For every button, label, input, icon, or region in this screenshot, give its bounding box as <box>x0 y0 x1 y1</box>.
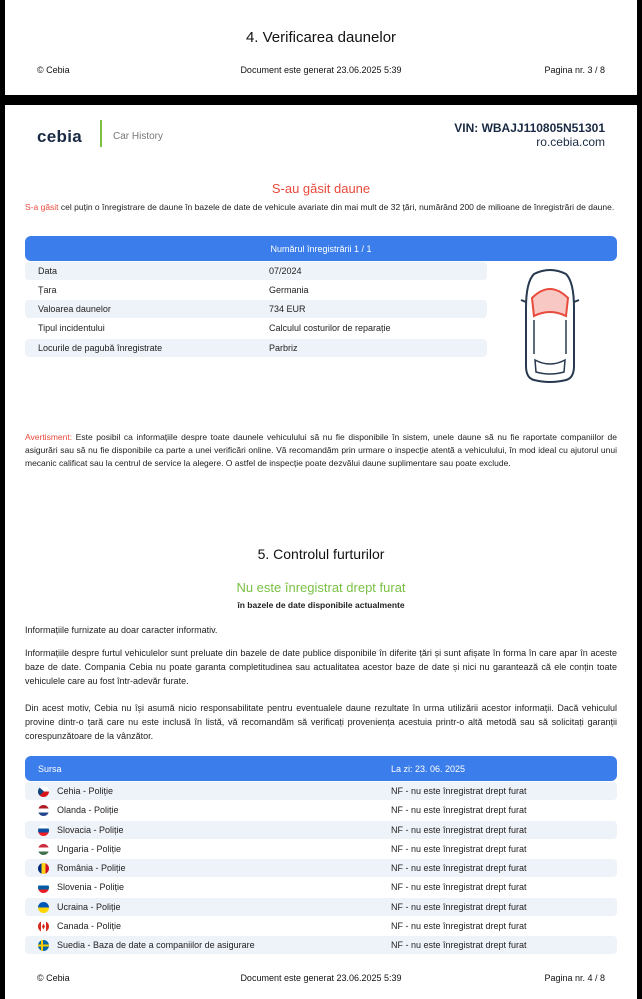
damage-row-label: Țara <box>38 285 57 295</box>
czech-flag-icon <box>38 786 49 797</box>
theft-row <box>25 917 617 935</box>
section-title-damage-check: 4. Verificarea daunelor <box>245 29 397 46</box>
record-header <box>25 236 617 261</box>
theft-row-status: NF - nu este înregistrat drept furat <box>391 921 527 931</box>
theft-row <box>25 878 617 896</box>
theft-info-3: Din acest motiv, Cebia nu își asumă nicio responsabilitate pentru eventualele daune rezultate în urma utilizării acestor informații. Dacă vehiculul provine dintr-o țară care nu este inclusă în listă, vă recomandăm să verificați proveniența acestuia printr-o altă metodă sau să solicitați garanții corespunzătoare de la vânzător. <box>25 703 617 741</box>
damage-row-label: Valoarea daunelor <box>38 304 111 314</box>
theft-row-source: Slovacia - Poliție <box>57 825 124 835</box>
theft-row-source: Ungaria - Poliție <box>57 844 122 854</box>
damage-row <box>25 300 487 318</box>
theft-row-status: NF - nu este înregistrat drept furat <box>391 882 527 892</box>
footer-copyright: © Cebia <box>37 65 70 75</box>
theft-row-status: NF - nu este înregistrat drept furat <box>391 844 527 854</box>
theft-row <box>25 840 617 858</box>
footer-generated: Document este generat 23.06.2025 5:39 <box>240 973 402 983</box>
cebia-logo: cebia <box>37 127 82 146</box>
damage-row <box>25 281 487 299</box>
car-damage-diagram <box>520 268 580 384</box>
logo-divider <box>100 120 102 147</box>
theft-row <box>25 821 617 839</box>
ukraine-flag-icon <box>38 902 49 913</box>
damage-warning <box>25 431 617 470</box>
slovakia-flag-icon <box>38 825 49 836</box>
theft-row-status: NF - nu este înregistrat drept furat <box>391 940 527 950</box>
section-title-theft-check: 5. Controlul furturilor <box>257 546 385 562</box>
windshield-damage <box>532 289 568 316</box>
canada-flag-icon <box>38 921 49 932</box>
theft-row-status: NF - nu este înregistrat drept furat <box>391 805 527 815</box>
theft-info-1: Informațiile furnizate au doar caracter informativ. <box>25 625 218 635</box>
theft-row-source: Olanda - Poliție <box>57 805 119 815</box>
damage-intro-text: cel puțin o înregistrare de daune în bazele de date de vehicule avariate din mai mult de 32 țări, numărând 200 de milioane de înregistrări de daune. <box>58 202 615 212</box>
damage-row-value: 07/2024 <box>269 266 302 276</box>
logo-subtitle: Car History <box>113 131 164 142</box>
hungary-flag-icon <box>38 844 49 855</box>
warning-text: Este posibil ca informațiile despre toate daunele vehiculului să nu fie disponibile în sistem, unele daune să nu fie raportate companiilor de asigurări sau să nu fie disponibile ca parte a unei verificări online. Vă recomandăm prin urmare o inspecție atentă a vehiculului, în mod ideal cu ajutorul unui mecanic calificat sau la centrul de service la alegere. O astfel de inspecție poate dezvălui daune suplimentare sau poate exclude. <box>25 432 617 468</box>
theft-row <box>25 898 617 916</box>
theft-row <box>25 936 617 954</box>
page-3 <box>5 0 637 95</box>
warning-label: Avertisment: <box>25 432 73 442</box>
theft-table-header <box>25 756 617 781</box>
damage-row-value: Parbriz <box>269 343 298 353</box>
theft-status: Nu este înregistrat drept furat <box>236 580 406 595</box>
damage-row-value: Calculul costurilor de reparație <box>269 323 391 333</box>
col-date: La zi: 23. 06. 2025 <box>391 764 466 774</box>
damage-row-label: Tipul incidentului <box>38 323 105 333</box>
record-number: Numărul înregistrării 1 / 1 <box>270 244 372 254</box>
theft-info-2: Informațiile despre furtul vehiculelor sunt preluate din bazele de date publice disponibile în diferite țări și sunt afișate în forma în care apar în aceste baze de date. Compania Cebia nu poate garanta completitudinea sau actualitatea acestor baze de date și nici nu garantează că ele conțin toate vehiculele care au fost într-adevăr furate. <box>25 648 617 686</box>
theft-row-status: NF - nu este înregistrat drept furat <box>391 863 527 873</box>
theft-status-sub: în bazele de date disponibile actualmente <box>237 600 405 610</box>
theft-row-source: Canada - Poliție <box>57 921 122 931</box>
theft-row <box>25 782 617 800</box>
theft-row-source: Suedia - Baza de date a companiilor de asigurare <box>57 940 255 950</box>
damage-row-label: Locurile de pagubă înregistrate <box>38 343 163 353</box>
damage-row <box>25 262 487 280</box>
page-4 <box>5 105 637 999</box>
theft-row <box>25 801 617 819</box>
footer-copyright: © Cebia <box>37 973 70 983</box>
theft-row <box>25 859 617 877</box>
damage-row <box>25 319 487 337</box>
damage-intro <box>25 201 617 214</box>
damage-found-title: S-au găsit daune <box>271 181 371 196</box>
sweden-flag-icon <box>38 940 49 951</box>
theft-row-source: Cehia - Poliție <box>57 786 114 796</box>
theft-row-status: NF - nu este înregistrat drept furat <box>391 902 527 912</box>
slovenia-flag-icon <box>38 882 49 893</box>
theft-row-status: NF - nu este înregistrat drept furat <box>391 825 527 835</box>
footer-page-number: Pagina nr. 3 / 8 <box>544 65 605 75</box>
theft-row-source: România - Poliție <box>57 863 126 873</box>
netherlands-flag-icon <box>38 805 49 816</box>
damage-row-value: Germania <box>269 285 309 295</box>
romania-flag-icon <box>38 863 49 874</box>
footer-generated: Document este generat 23.06.2025 5:39 <box>240 65 402 75</box>
col-source: Sursa <box>38 764 62 774</box>
footer-page-number: Pagina nr. 4 / 8 <box>544 973 605 983</box>
theft-row-source: Slovenia - Poliție <box>57 882 125 892</box>
damage-row <box>25 339 487 357</box>
damage-row-label: Data <box>38 266 58 276</box>
site-url: ro.cebia.com <box>536 135 605 149</box>
theft-row-source: Ucraina - Poliție <box>57 902 121 912</box>
vin-number: VIN: WBAJJ110805N51301 <box>454 121 605 135</box>
damage-row-value: 734 EUR <box>269 304 306 314</box>
damage-intro-highlight: S-a găsit <box>25 202 59 212</box>
theft-row-status: NF - nu este înregistrat drept furat <box>391 786 527 796</box>
